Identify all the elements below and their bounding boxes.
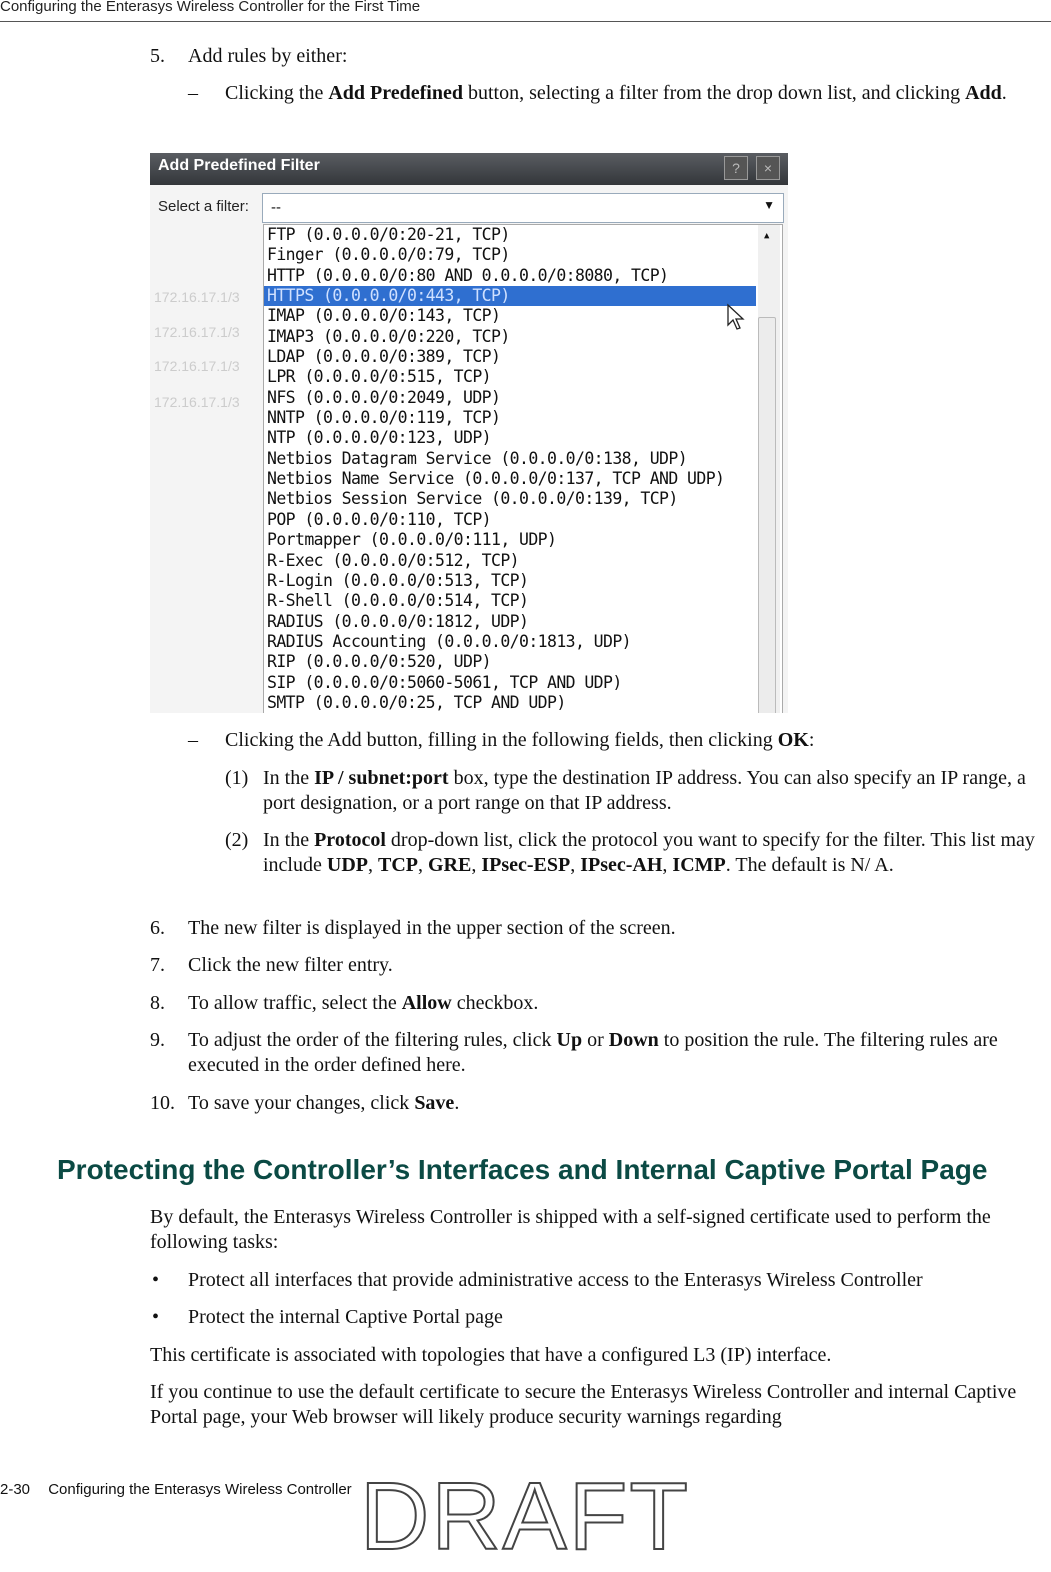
- text-run: ,: [570, 854, 581, 876]
- footer-title: Configuring the Enterasys Wireless Controller: [48, 1481, 352, 1498]
- step-text: [188, 953, 1038, 978]
- header-rule: [0, 21, 1051, 22]
- step-number: 6.: [150, 917, 165, 939]
- text-run: To allow traffic, select the: [188, 992, 402, 1014]
- text-run: To save your changes, click: [188, 1092, 415, 1114]
- text-run: If you continue to use the default certificate to secure the Enterasys Wireless Controller and internal Captive Portal page, your Web browser will likely produce security warnings regarding: [150, 1381, 1017, 1428]
- draft-watermark: DRAFT: [360, 1463, 690, 1570]
- text-run: .: [1001, 82, 1007, 104]
- bold-term: Allow: [401, 992, 452, 1014]
- filter-option[interactable]: HTTPS (0.0.0.0/0:443, TCP): [264, 286, 756, 306]
- text-run: Protect the internal Captive Portal page: [188, 1306, 503, 1328]
- text-run: Clicking the: [225, 82, 329, 104]
- section-heading: Protecting the Controller’s Interfaces and Internal Captive Portal Page: [57, 1154, 988, 1185]
- filter-option[interactable]: IMAP (0.0.0.0/0:143, TCP): [267, 306, 501, 326]
- bullet-item: [188, 1268, 1048, 1293]
- text-run: button, selecting a filter from the drop down list, and clicking: [462, 82, 966, 104]
- add-predefined-filter-dialog: [150, 153, 788, 713]
- filter-option[interactable]: LPR (0.0.0.0/0:515, TCP): [267, 367, 492, 387]
- filter-option[interactable]: NTP (0.0.0.0/0:123, UDP): [267, 428, 492, 448]
- dialog-title-bar: [150, 153, 788, 185]
- step-text: [188, 1091, 1038, 1116]
- text-run: The new filter is displayed in the upper section of the screen.: [188, 917, 676, 939]
- running-header: Configuring the Enterasys Wireless Controller for the First Time: [0, 0, 421, 15]
- text-run: In the: [263, 829, 315, 851]
- step-number: 8.: [150, 992, 165, 1014]
- step-text: [188, 1028, 1038, 1078]
- mouse-cursor-icon: [726, 303, 746, 331]
- bullet-item: [188, 1305, 503, 1330]
- filter-option[interactable]: R-Login (0.0.0.0/0:513, TCP): [267, 570, 529, 590]
- substep-number: (2): [225, 829, 249, 851]
- substep-add-predefined: [225, 81, 1025, 106]
- filter-option[interactable]: RIP (0.0.0.0/0:520, UDP): [267, 652, 492, 672]
- filter-select-value: --: [271, 199, 281, 216]
- text-run: Add rules by either:: [188, 45, 348, 67]
- bold-term: Protocol: [314, 829, 386, 851]
- background-ip: 172.16.17.1/3: [154, 394, 240, 410]
- select-filter-label: Select a filter:: [158, 198, 249, 215]
- bold-term: Up: [556, 1029, 583, 1051]
- bold-term: ICMP: [672, 854, 726, 876]
- filter-option[interactable]: SMTP (0.0.0.0/0:25, TCP AND UDP): [267, 692, 566, 712]
- background-ip: 172.16.17.1/3: [154, 358, 240, 374]
- step-number: 7.: [150, 954, 165, 976]
- step-number: 9.: [150, 1029, 165, 1051]
- bold-term: GRE: [427, 854, 472, 876]
- filter-option[interactable]: Netbios Name Service (0.0.0.0/0:137, TCP AND UDP): [267, 469, 725, 489]
- dash: –: [188, 729, 198, 751]
- text-run: to position the rule. The filtering rules are executed in the order defined here.: [188, 1029, 998, 1076]
- text-run: Clicking the Add button, filling in the following fields, then clicking: [225, 729, 778, 751]
- substep-add-button: [225, 728, 1025, 753]
- filter-option[interactable]: R-Exec (0.0.0.0/0:512, TCP): [267, 550, 520, 570]
- filter-option[interactable]: Netbios Datagram Service (0.0.0.0/0:138, UDP): [267, 448, 688, 468]
- bold-term: IPsec-ESP: [481, 854, 571, 876]
- bold-term: Add Predefined: [328, 82, 463, 104]
- scrollbar-thumb[interactable]: [758, 317, 776, 713]
- bold-term: Add: [965, 82, 1002, 104]
- filter-option[interactable]: NNTP (0.0.0.0/0:119, TCP): [267, 408, 501, 428]
- bullet: •: [152, 1269, 160, 1291]
- filter-option[interactable]: SIP (0.0.0.0/0:5060-5061, TCP AND UDP): [267, 672, 622, 692]
- text-run: ,: [417, 854, 428, 876]
- filter-select[interactable]: [262, 193, 784, 223]
- text-run: or: [582, 1029, 609, 1051]
- text-run: Protect all interfaces that provide administrative access to the Enterasys Wireless Controller: [188, 1269, 923, 1291]
- text-run: .: [454, 1092, 460, 1114]
- bold-term: IPsec-AH: [580, 854, 663, 876]
- substep-number: (1): [225, 767, 249, 789]
- step-text: [188, 44, 347, 69]
- step-text: [188, 916, 1038, 941]
- text-run: . The default is N/ A.: [725, 854, 894, 876]
- text-run: In the: [263, 767, 315, 789]
- text-run: :: [808, 729, 815, 751]
- filter-option[interactable]: RADIUS Accounting (0.0.0.0/0:1813, UDP): [267, 631, 632, 651]
- text-run: To adjust the order of the filtering rules, click: [188, 1029, 557, 1051]
- text-run: By default, the Enterasys Wireless Controller is shipped with a self-signed certificate used to perform the following tasks:: [150, 1206, 991, 1253]
- dialog-title: Add Predefined Filter: [158, 157, 320, 174]
- substep-ip: [263, 766, 1051, 816]
- help-icon[interactable]: ?: [724, 156, 748, 180]
- filter-option[interactable]: Finger (0.0.0.0/0:79, TCP): [267, 245, 510, 265]
- filter-option[interactable]: LDAP (0.0.0.0/0:389, TCP): [267, 347, 501, 367]
- filter-option[interactable]: POP (0.0.0.0/0:110, TCP): [267, 509, 492, 529]
- step-text: [188, 991, 1038, 1016]
- chevron-down-icon[interactable]: ▼: [763, 198, 775, 212]
- bullet: •: [152, 1306, 160, 1328]
- text-run: drop-down list, click the protocol you want to specify for the filter. This list may include: [263, 829, 1035, 876]
- text-run: checkbox.: [451, 992, 539, 1014]
- text-run: ,: [471, 854, 482, 876]
- scroll-up-icon[interactable]: ▲: [764, 231, 769, 241]
- bold-term: Down: [608, 1029, 659, 1051]
- filter-option[interactable]: FTP (0.0.0.0/0:20-21, TCP): [267, 225, 510, 244]
- step-number: 5.: [150, 45, 165, 67]
- section-intro: [150, 1205, 1020, 1255]
- paragraph: [150, 1380, 1045, 1430]
- filter-option[interactable]: IMAP3 (0.0.0.0/0:220, TCP): [267, 326, 510, 346]
- filter-option[interactable]: NFS (0.0.0.0/0:2049, UDP): [267, 387, 501, 407]
- text-run: box, type the destination IP address. You can also specify an IP range, a port designation, or a port range on that IP address.: [263, 767, 1026, 814]
- bold-term: Save: [414, 1092, 455, 1114]
- filter-option[interactable]: R-Shell (0.0.0.0/0:514, TCP): [267, 591, 529, 611]
- bold-term: IP / subnet:port: [314, 767, 449, 789]
- scrollbar[interactable]: [758, 225, 780, 713]
- text-run: ,: [662, 854, 673, 876]
- paragraph: [150, 1343, 831, 1368]
- text-run: This certificate is associated with topologies that have a configured L3 (IP) interface.: [150, 1344, 832, 1366]
- bold-term: OK: [777, 729, 809, 751]
- text-run: Click the new filter entry.: [188, 954, 393, 976]
- substep-protocol: [263, 828, 1048, 878]
- close-icon[interactable]: ×: [756, 156, 780, 180]
- step-number: 10.: [150, 1092, 175, 1114]
- background-ip: 172.16.17.1/3: [154, 289, 240, 305]
- dash: –: [188, 82, 198, 104]
- text-run: ,: [367, 854, 378, 876]
- page-number: 2-30: [0, 1481, 31, 1498]
- filter-dropdown-list[interactable]: [263, 224, 783, 713]
- bold-term: TCP: [377, 854, 418, 876]
- bold-term: UDP: [326, 854, 368, 876]
- filter-option[interactable]: HTTP (0.0.0.0/0:80 AND 0.0.0.0/0:8080, TCP): [267, 265, 669, 285]
- background-ip: 172.16.17.1/3: [154, 324, 240, 340]
- filter-option[interactable]: RADIUS (0.0.0.0/0:1812, UDP): [267, 611, 529, 631]
- filter-option[interactable]: Portmapper (0.0.0.0/0:111, UDP): [267, 530, 557, 550]
- filter-option[interactable]: Netbios Session Service (0.0.0.0/0:139, TCP): [267, 489, 678, 509]
- page-footer: [0, 1481, 352, 1498]
